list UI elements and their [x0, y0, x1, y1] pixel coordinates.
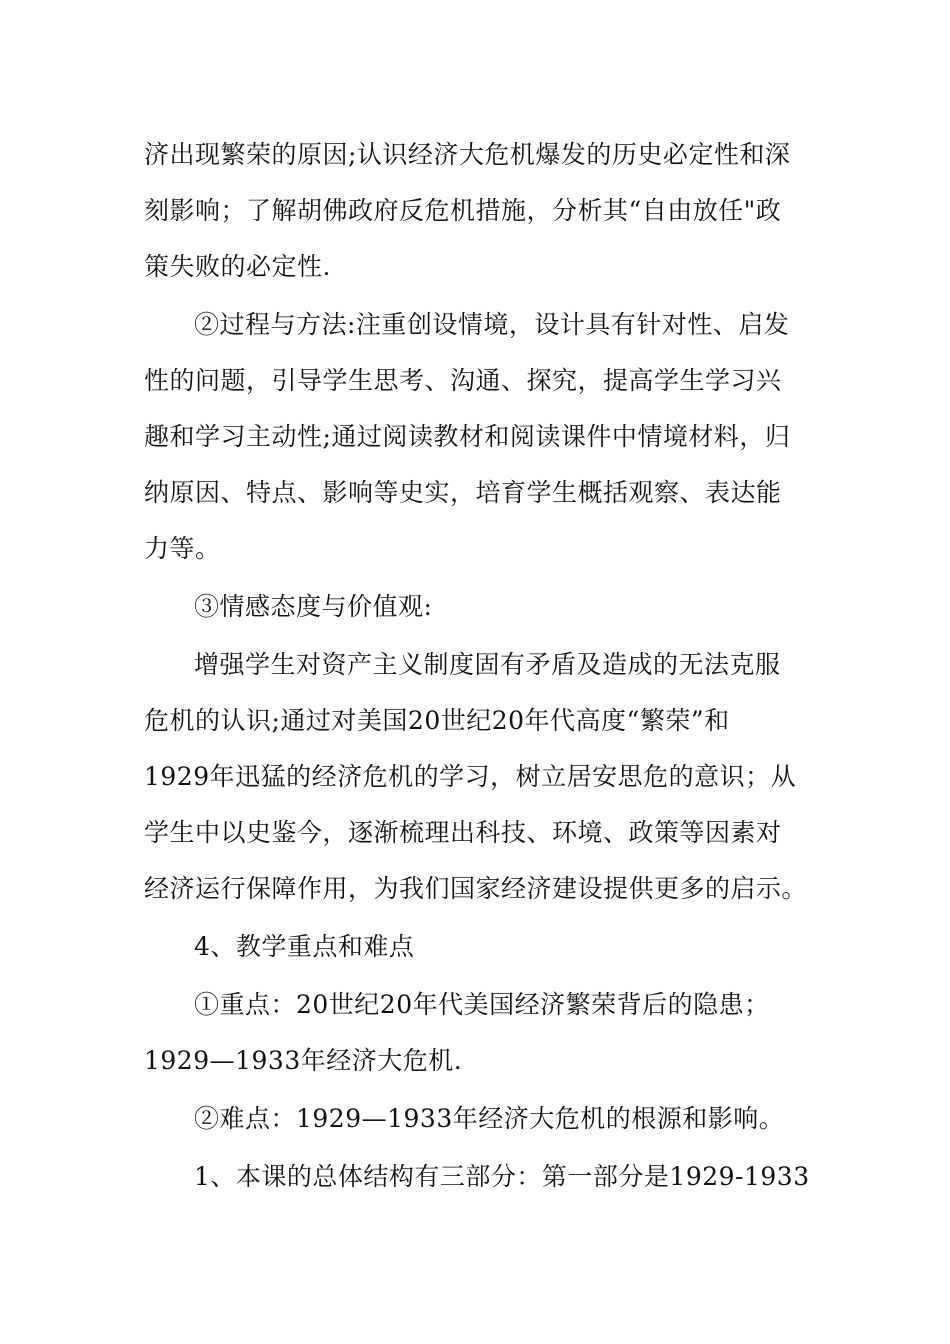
text-line: 趣和学习主动性;通过阅读教材和阅读课件中情境材料，归: [144, 422, 791, 451]
text-line: 经济运行保障作用，为我们国家经济建设提供更多的启示。: [144, 874, 808, 903]
text-line: 济出现繁荣的原因;认识经济大危机爆发的历史必定性和深: [144, 140, 791, 169]
text-line: 学生中以史鉴今，逐渐梳理出科技、环境、政策等因素对: [144, 818, 782, 847]
text-line: 1929年迅猛的经济危机的学习，树立居安思危的意识；从: [144, 762, 797, 791]
text-line: ①重点：20世纪20年代美国经济繁荣背后的隐患；: [194, 990, 770, 1019]
text-line: 力等。: [144, 534, 221, 563]
text-line: ②难点：1929—1933年经济大危机的根源和影响。: [194, 1104, 785, 1133]
text-line: 刻影响；了解胡佛政府反危机措施，分析其“自由放任"政: [144, 196, 782, 225]
text-line: 危机的认识;通过对美国20世纪20年代高度“繁荣”和: [144, 706, 730, 735]
text-line: 1929—1933年经济大危机.: [144, 1046, 463, 1075]
text-line: 策失败的必定性.: [144, 252, 331, 281]
text-line: 性的问题，引导学生思考、沟通、探究，提高学生学习兴: [144, 366, 782, 395]
section-heading: ③情感态度与价值观:: [194, 592, 433, 621]
text-line: 1、本课的总体结构有三部分：第一部分是1929-1933: [194, 1162, 810, 1191]
text-line: 增强学生对资产主义制度固有矛盾及造成的无法克服: [194, 650, 781, 679]
section-heading: 4、教学重点和难点: [194, 932, 415, 961]
text-line: ②过程与方法:注重创设情境，设计具有针对性、启发: [194, 310, 790, 339]
text-line: 纳原因、特点、影响等史实，培育学生概括观察、表达能: [144, 478, 782, 507]
